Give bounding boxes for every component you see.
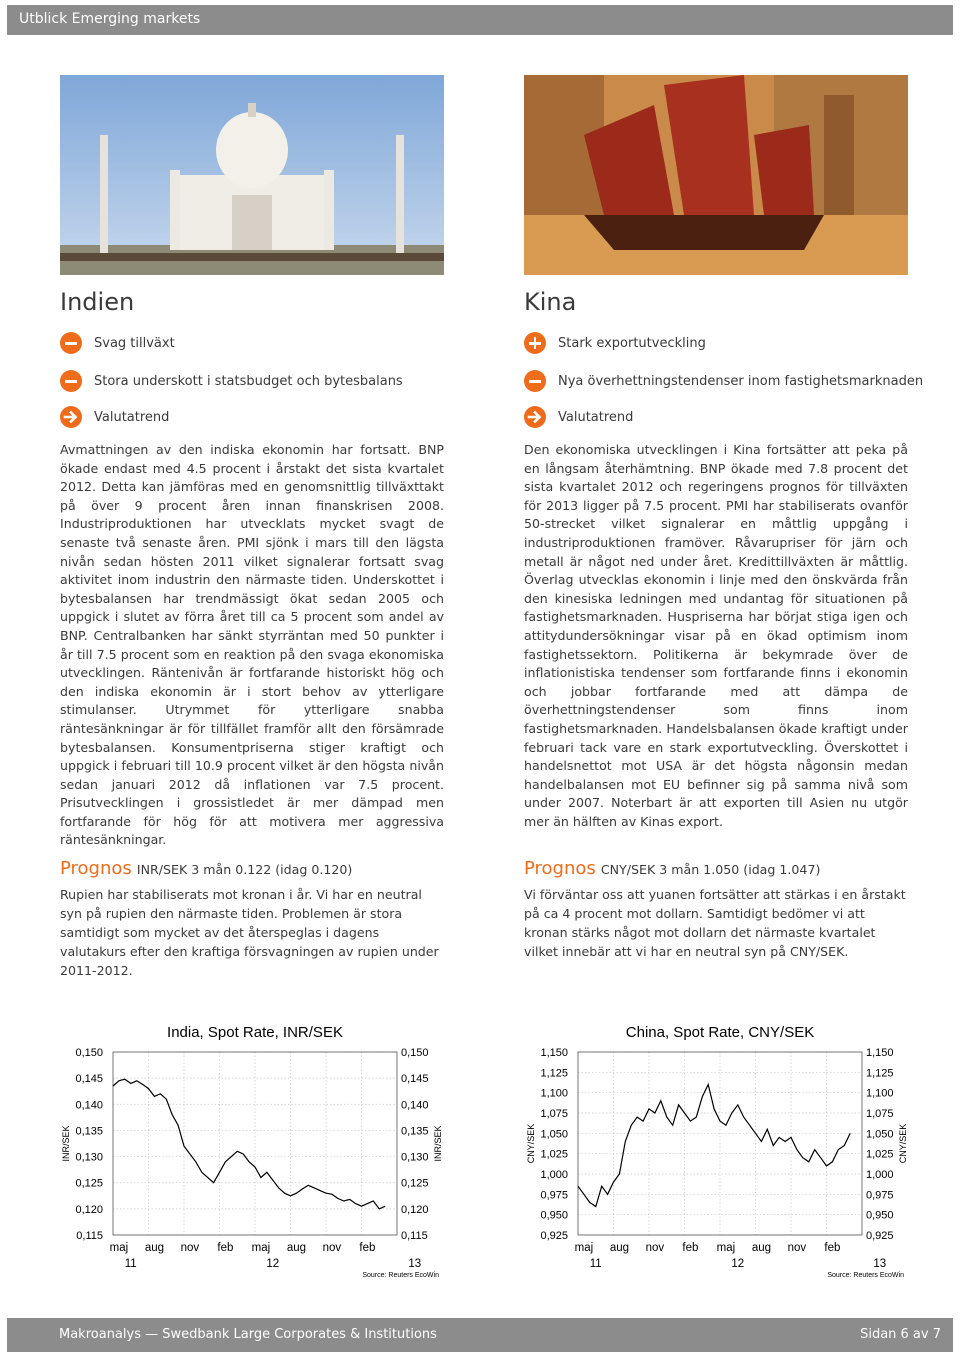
y-tick-label-left: 0,130 — [75, 1151, 103, 1164]
x-tick-label: aug — [609, 1242, 630, 1254]
china-chart — [520, 1015, 920, 1285]
x-year-label: 13 — [408, 1258, 422, 1270]
y-tick-label-right: 0,120 — [401, 1203, 429, 1216]
bullet-text: Valutatrend — [558, 409, 634, 425]
x-tick-label: aug — [286, 1242, 307, 1254]
junk-boat-photo — [524, 75, 908, 275]
minus-icon — [60, 370, 82, 392]
y-tick-label-right: 1,100 — [866, 1087, 894, 1100]
chart-source: Source: Reuters EcoWin — [827, 1272, 904, 1279]
india-chart — [55, 1015, 455, 1285]
india-chart-svg — [55, 1015, 455, 1285]
footer-bar — [7, 1318, 953, 1352]
y-tick-label-left: 0,125 — [75, 1177, 103, 1190]
arrow-right-icon — [524, 406, 546, 428]
prognos-label: Prognos — [524, 858, 596, 879]
y-axis-label-right: CNY/SEK — [898, 1123, 908, 1164]
y-tick-label-left: 1,100 — [540, 1087, 568, 1100]
bullet-text: Nya överhettningstendenser inom fastighetsmarknaden — [558, 373, 924, 389]
arrow-right-icon — [60, 406, 82, 428]
x-tick-label: feb — [682, 1242, 699, 1254]
y-tick-label-left: 0,975 — [540, 1189, 568, 1202]
y-tick-label-right: 1,000 — [866, 1169, 894, 1181]
y-tick-label-right: 0,135 — [401, 1125, 429, 1138]
y-tick-label-left: 0,150 — [75, 1047, 103, 1059]
y-tick-label-left: 0,115 — [76, 1230, 103, 1242]
china-bullet-3 — [524, 406, 633, 428]
x-year-label: 13 — [873, 1258, 887, 1270]
x-tick-label: aug — [751, 1242, 772, 1254]
y-tick-label-right: 0,925 — [866, 1230, 894, 1242]
y-axis-label-left: INR/SEK — [61, 1125, 71, 1162]
plus-icon — [524, 332, 546, 354]
y-tick-label-right: 1,025 — [866, 1148, 894, 1161]
y-tick-label-left: 0,135 — [75, 1125, 103, 1138]
y-tick-label-left: 1,050 — [540, 1128, 568, 1141]
y-tick-label-left: 0,140 — [75, 1099, 103, 1112]
china-bullet-2 — [524, 370, 923, 392]
minus-icon — [524, 370, 546, 392]
y-tick-label-left: 1,025 — [540, 1148, 568, 1161]
chart-title: China, Spot Rate, CNY/SEK — [625, 1024, 815, 1041]
x-tick-label: maj — [574, 1242, 594, 1254]
bullet-text: Stora underskott i statsbudget och bytesbalans — [94, 373, 403, 389]
china-chart-svg — [520, 1015, 920, 1285]
series-line — [578, 1085, 850, 1207]
y-tick-label-right: 0,950 — [866, 1209, 894, 1222]
y-axis-label-right: INR/SEK — [433, 1125, 443, 1162]
china-prognos — [524, 858, 820, 879]
y-tick-label-right: 1,150 — [866, 1047, 894, 1059]
x-tick-label: nov — [180, 1242, 200, 1254]
prognos-value: INR/SEK 3 mån 0.122 (idag 0.120) — [136, 862, 353, 877]
header-title: Utblick Emerging markets — [19, 11, 201, 27]
y-tick-label-right: 0,975 — [866, 1189, 894, 1202]
y-tick-label-left: 1,150 — [540, 1047, 568, 1059]
page-number: Sidan 6 av 7 — [860, 1327, 941, 1342]
series-line — [113, 1079, 385, 1209]
india-body-text: Avmattningen av den indiska ekonomin har fortsatt. BNP ökade endast med 4.5 procent i årstakt det sista kvartalet 2012. Detta kan jämföras med en genomsnittlig tillväxttakt på över 9 procent åren innan finanskrisen 2008. Industriproduktionen har utvecklats mycket svagt de senaste två senaste åren. PMI sjönk i mars till den lägsta nivån sedan hösten 2011 vilket signalerar fortsatt svag aktivitet inom industrin den närmaste tiden. Underskottet i bytesbalansen har trendmässigt ökat sedan 2005 och uppgick i slutet av förra året till ca 5 procent som andel av BNP. Centralbanken har sänkt styrräntan med 50 punkter i år till 7.5 procent som en reaktion på den svaga ekonomiska utvecklingen. Räntenivån är fortfarande historiskt hög och den indiska ekonomin är i stort behov av ytterligare stimulanser. Utrymmet för ytterligare snabba räntesänkningar är för tillfället framför allt den försämrade bytesbalansen. Konsumentpriserna stiger kraftigt och uppgick i februari till 10.9 procent vilket är den högsta nivån sedan januari 2012 då inflationen var 7.5 procent. Prisutvecklingen i grossistledet är mer dämpad men fortfarande för hög för att motivera mer aggressiva räntesänkningar. — [60, 442, 444, 848]
bullet-text: Svag tillväxt — [94, 335, 175, 351]
y-tick-label-left: 0,925 — [540, 1230, 568, 1242]
y-tick-label-right: 0,150 — [401, 1047, 429, 1059]
y-tick-label-left: 1,000 — [540, 1169, 568, 1181]
y-tick-label-right: 0,130 — [401, 1151, 429, 1164]
y-tick-label-right: 1,050 — [866, 1128, 894, 1141]
y-tick-label-left: 0,145 — [75, 1073, 103, 1086]
x-tick-label: maj — [109, 1242, 129, 1254]
y-tick-label-left: 0,120 — [75, 1203, 103, 1216]
china-prognos-text: Vi förväntar oss att yuanen fortsätter att stärkas i en årstakt på ca 4 procent mot dollarn. Samtidigt bedömer vi att kronan stärks något mot dollarn det närmaste kvartalet vilket innebär att vi har en neutral syn på CNY/SEK. — [524, 887, 906, 959]
x-tick-label: aug — [144, 1242, 165, 1254]
y-tick-label-right: 1,075 — [866, 1108, 894, 1120]
prognos-value: CNY/SEK 3 mån 1.050 (idag 1.047) — [600, 862, 821, 877]
footer-source: Makroanalys — Swedbank Large Corporates & Institutions — [59, 1327, 437, 1342]
x-tick-label: maj — [251, 1242, 271, 1254]
taj-mahal-photo — [60, 75, 444, 275]
china-body-text: Den ekonomiska utvecklingen i Kina fortsätter att peka på en långsam återhämtning. BNP ökade med 7.8 procent det sista kvartalet 2012 och regeringens prognos för tillväxten för 2013 ligger på 7.5 procent. PMI har stabiliserats ovanför 50-strecket vilket signalerar en måttlig uppgång i industriproduktionen framöver. Råvarupriser för järn och metall är något ned under året. Kredittillväxten är måttlig. Överlag utvecklas ekonomin i linje med den önskvärda från den kinesiska ledningen med undantag för situationen på fastighetsmarknaden. Huspriserna har börjat stiga igen och attitydundersökningar visar på en ökad optimism inom fastighetssektorn. Politikerna är bekymrade över de inflationistiska tendenser som fortfarande finns i ekonomin och jobbar fortfarande med att dämpa de överhettningstendenser som finns inom fastighetsmarknaden. Handelsbalansen ökade kraftigt under februari tack vare en stark exportutveckling. Överskottet i handelsnettot mot USA är det högsta någonsin medan handelbalansen mot EU befinner sig på samma nivå som under 2007. Noterbart är att exporten till Asien nu utgör mer än hälften av Kinas export. — [524, 442, 908, 829]
y-tick-label-left: 1,075 — [540, 1108, 568, 1120]
china-title: Kina — [524, 288, 577, 316]
x-year-label: 12 — [266, 1258, 280, 1270]
y-tick-label-right: 0,145 — [401, 1073, 429, 1086]
minus-icon — [60, 332, 82, 354]
india-bullet-3 — [60, 406, 169, 428]
x-tick-label: maj — [716, 1242, 736, 1254]
chart-source: Source: Reuters EcoWin — [362, 1272, 439, 1279]
india-title: Indien — [60, 288, 135, 316]
y-tick-label-right: 0,125 — [401, 1177, 429, 1190]
y-tick-label-left: 1,125 — [540, 1067, 568, 1080]
x-tick-label: nov — [787, 1242, 807, 1254]
bullet-text: Stark exportutveckling — [558, 335, 706, 351]
prognos-label: Prognos — [60, 858, 132, 879]
y-axis-label-left: CNY/SEK — [526, 1123, 536, 1164]
y-tick-label-right: 1,125 — [866, 1067, 894, 1080]
header-bar — [7, 5, 953, 35]
india-bullet-1 — [60, 332, 175, 354]
india-prognos-text: Rupien har stabiliserats mot kronan i år. Vi har en neutral syn på rupien den närmaste tiden. Problemen är stora samtidigt som mycket av det återspeglas i dagens valutakurs efter den kraftiga försvagningen av rupien under 2011-2012. — [60, 887, 439, 978]
x-tick-label: feb — [217, 1242, 234, 1254]
india-bullet-2 — [60, 370, 403, 392]
y-tick-label-right: 0,140 — [401, 1099, 429, 1112]
china-bullet-1 — [524, 332, 706, 354]
x-year-label: 11 — [124, 1258, 137, 1270]
x-tick-label: feb — [359, 1242, 376, 1254]
x-tick-label: nov — [645, 1242, 665, 1254]
chart-title: India, Spot Rate, INR/SEK — [167, 1024, 343, 1041]
x-year-label: 12 — [731, 1258, 745, 1270]
x-tick-label: nov — [322, 1242, 342, 1254]
india-prognos — [60, 858, 352, 879]
x-year-label: 11 — [589, 1258, 602, 1270]
y-tick-label-right: 0,115 — [401, 1230, 428, 1242]
x-tick-label: feb — [824, 1242, 841, 1254]
bullet-text: Valutatrend — [94, 409, 170, 425]
y-tick-label-left: 0,950 — [540, 1209, 568, 1222]
